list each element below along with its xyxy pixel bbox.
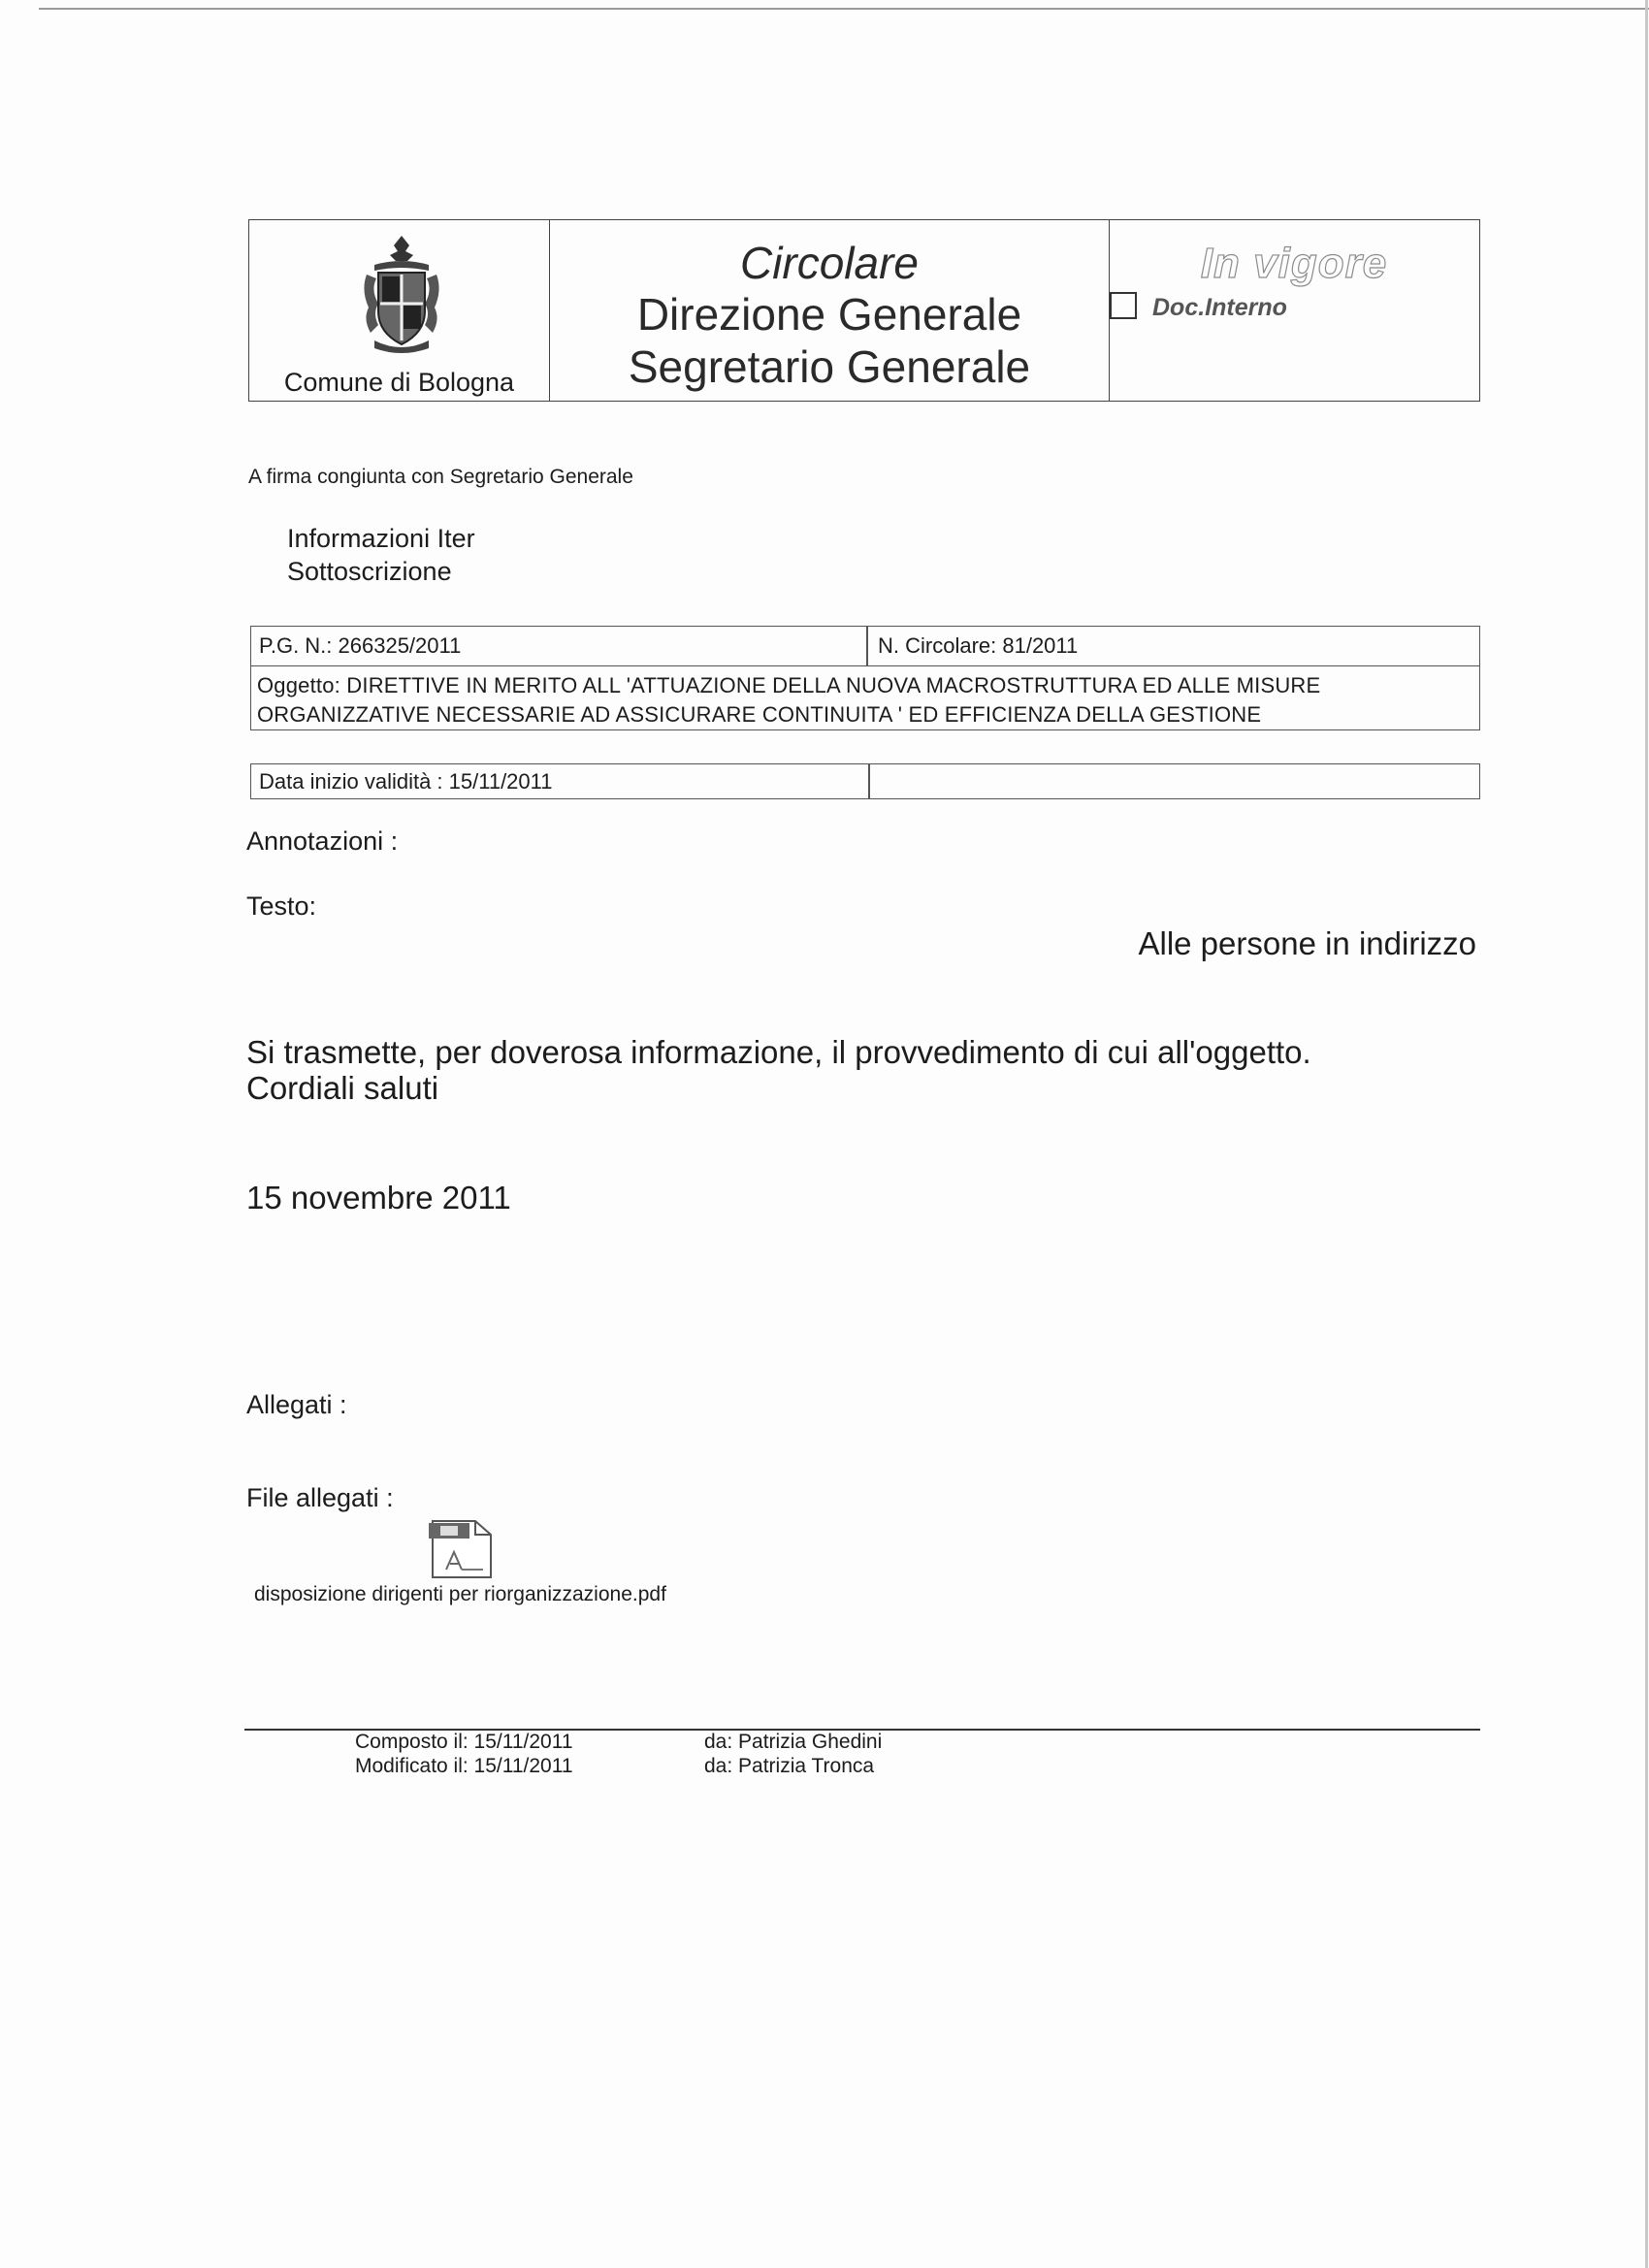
cell-divider (866, 627, 868, 665)
protocol-row (251, 627, 1479, 666)
scan-edge-top (39, 8, 1649, 10)
logo-cell (249, 220, 550, 401)
validity-date: Data inizio validità : 15/11/2011 (259, 769, 553, 794)
coat-of-arms-icon (353, 232, 450, 358)
validity-table (250, 763, 1480, 799)
info-iter-link[interactable]: Informazioni Iter (287, 524, 475, 553)
modified-by: da: Patrizia Tronca (704, 1755, 875, 1777)
pg-number: P.G. N.: 266325/2011 (259, 633, 462, 658)
attachment-filename[interactable]: disposizione dirigenti per riorganizzazione.pdf (254, 1583, 666, 1605)
body-line-2: Cordiali saluti (246, 1070, 439, 1106)
protocol-table (250, 626, 1480, 730)
comune-name: Comune di Bologna (283, 368, 515, 397)
scan-edge-right (1645, 0, 1648, 2268)
sottoscrizione-link[interactable]: Sottoscrizione (287, 557, 452, 586)
circolare-number: N. Circolare: 81/2011 (878, 633, 1079, 658)
doc-interno-label: Doc.Interno (1152, 294, 1287, 321)
modified-date: Modificato il: 15/11/2011 (355, 1755, 573, 1777)
doc-interno-checkbox-row (1110, 292, 1287, 322)
title-cell (550, 220, 1110, 401)
office-name: Direzione Generale (636, 289, 1022, 340)
composed-by: da: Patrizia Ghedini (704, 1731, 883, 1753)
body-date: 15 novembre 2011 (246, 1180, 511, 1215)
allegati-label: Allegati : (246, 1390, 347, 1419)
subject-line-1: Oggetto: DIRETTIVE IN MERITO ALL 'ATTUAZIONE DELLA NUOVA MACROSTRUTTURA ED ALLE MISURE (257, 673, 1321, 697)
body-line-1: Si trasmette, per doverosa informazione, il provvedimento di cui all'oggetto. (246, 1034, 1311, 1070)
status-cell (1110, 220, 1478, 401)
subject-line-2: ORGANIZZATIVE NECESSARIE AD ASSICURARE CONTINUITA ' ED EFFICIENZA DELLA GESTIONE (257, 702, 1262, 727)
composed-date: Composto il: 15/11/2011 (355, 1731, 573, 1753)
status-stamp: In vigore (1200, 240, 1388, 287)
header-box (248, 219, 1480, 402)
office-name-2: Segretario Generale (628, 341, 1031, 392)
testo-label: Testo: (246, 891, 317, 921)
annotazioni-label: Annotazioni : (246, 826, 399, 856)
file-allegati-label: File allegati : (246, 1483, 394, 1512)
subject (257, 671, 1320, 729)
joint-signature-line: A firma congiunta con Segretario Generale (248, 466, 633, 488)
doc-interno-checkbox[interactable] (1110, 292, 1137, 319)
cell-divider (868, 764, 870, 798)
pdf-file-icon[interactable] (427, 1517, 495, 1579)
recipients-line: Alle persone in indirizzo (1138, 925, 1476, 961)
document-type: Circolare (739, 238, 920, 288)
